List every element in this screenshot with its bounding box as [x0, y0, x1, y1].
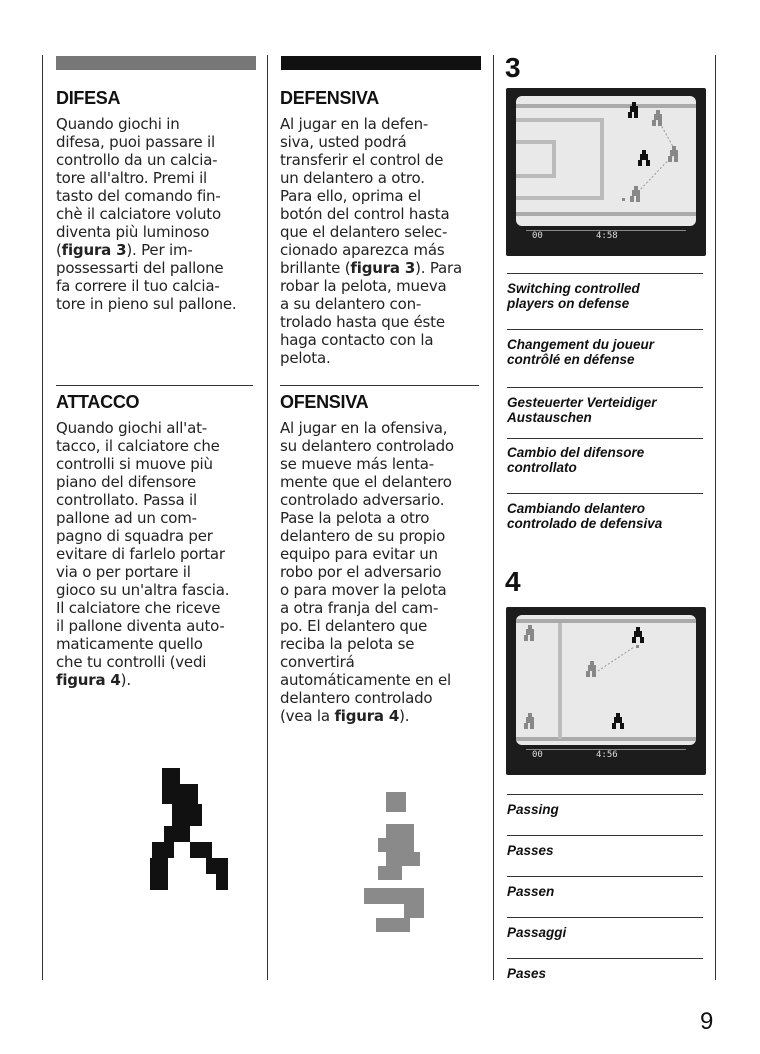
column-divider-right: [493, 55, 494, 980]
column-divider-edge: [715, 55, 716, 980]
figure-3-number: 3: [505, 52, 521, 83]
caption-divider: [507, 794, 703, 795]
figure-3-caption-french: Changement du joueur contrôlé en défense: [507, 337, 655, 367]
figure-3-caption-english: Switching controlled players on defense: [507, 281, 640, 311]
spanish-offense-section: [280, 392, 485, 725]
italian-attack-section: [56, 392, 261, 689]
italian-defense-section: [56, 88, 261, 313]
figure-3-caption-spanish: Cambiando delantero controlado de defensiva: [507, 501, 663, 531]
score-display: 00: [532, 231, 543, 241]
figure-3-caption-italian: Cambio del difensore controllato: [507, 445, 645, 475]
section-heading: DIFESA: [56, 88, 121, 108]
italian-header-bar: [56, 56, 256, 70]
player-sprite-gray: [364, 792, 430, 940]
section-body: Al jugar en la ofensiva, su delantero controlado se mueve más lenta- mente que el delantero controlado adversario. Pase la pelota a otro delantero de su propio equipo para evitar un robo por el adversario o para mover la pelota a otra franja del cam- po. El delantero que reciba la pelota se convertirá automáticamente en el delantero controlado (vea la figura 4).: [280, 419, 454, 725]
time-display: 4:58: [596, 231, 618, 241]
page-number: 9: [700, 1008, 714, 1035]
caption-divider: [507, 329, 703, 330]
caption-divider: [507, 917, 703, 918]
section-divider: [280, 385, 479, 386]
caption-divider: [507, 387, 703, 388]
caption-divider: [507, 273, 703, 274]
player-sprite-black: [150, 768, 230, 892]
time-display: 4:56: [596, 750, 618, 760]
figure-4-caption-spanish: Pases: [507, 966, 547, 981]
section-divider: [56, 385, 253, 386]
caption-divider: [507, 438, 703, 439]
section-body: Al jugar en la defen- siva, usted podrá transferir el control de un delantero a otro. Para ello, oprima el botón del control hasta que el delantero selec- cionado aparezca más brillante (figura 3). Para robar la pelota, mueva a su delantero con- trolado hasta que éste haga contacto con la pelota.: [280, 115, 463, 367]
soccer-field: [516, 615, 696, 745]
figure-4-caption-english: Passing: [507, 802, 559, 817]
spanish-header-bar: [281, 56, 481, 70]
section-heading: OFENSIVA: [280, 392, 369, 412]
column-divider-left: [42, 55, 43, 980]
spanish-defense-section: [280, 88, 485, 367]
section-body: Quando giochi in difesa, puoi passare il controllo da un calcia- tore all'altro. Premi il tasto del comando fin- chè il calciatore voluto diventa più luminoso (figura 3). Per im- possessarti del pallone fa correre il tuo calcia- tore in pieno sul pallone.: [56, 115, 237, 313]
score-display: 00: [532, 750, 543, 760]
figure-4-number: 4: [505, 566, 521, 597]
figure-3-screenshot: [506, 88, 706, 256]
caption-divider: [507, 876, 703, 877]
figure-4-caption-italian: Passaggi: [507, 925, 567, 940]
section-body: Quando giochi all'at- tacco, il calciatore che controlli si muove più piano del difensore controllato. Passa il pallone ad un com- pagno di squadra per evitare di farlelo portar via o per portare il gioco su un'altra fascia. Il calciatore che riceve il pallone diventa auto- maticamente quello che tu controlli (vedi figura 4).: [56, 419, 230, 689]
figure-3-score-bar: [526, 230, 686, 243]
column-divider-middle: [267, 55, 268, 980]
figure-4-score-bar: [526, 749, 686, 762]
caption-divider: [507, 493, 703, 494]
caption-divider: [507, 958, 703, 959]
soccer-field: [516, 96, 696, 226]
figure-4-screenshot: [506, 607, 706, 775]
section-heading: DEFENSIVA: [280, 88, 379, 108]
caption-divider: [507, 835, 703, 836]
section-heading: ATTACCO: [56, 392, 140, 412]
figure-4-caption-french: Passes: [507, 843, 554, 858]
figure-3-caption-german: Gesteuerter Verteidiger Austauschen: [507, 395, 657, 425]
figure-4-caption-german: Passen: [507, 884, 555, 899]
